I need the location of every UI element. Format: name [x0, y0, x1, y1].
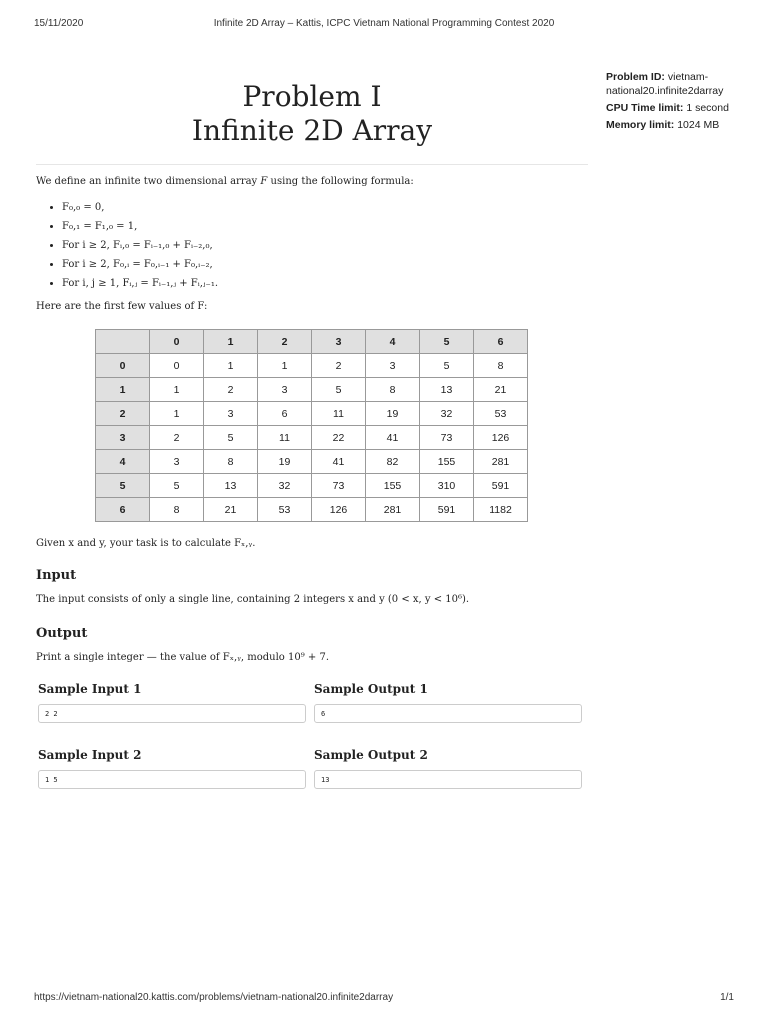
table-cell: 41 — [312, 450, 366, 474]
table-cell: 591 — [420, 498, 474, 522]
table-cell: 53 — [258, 498, 312, 522]
column-header: 2 — [258, 330, 312, 354]
formula-list — [36, 198, 218, 293]
table-cell: 281 — [474, 450, 528, 474]
sample-input-1-label: Sample Input 1 — [38, 682, 142, 696]
title-divider — [36, 164, 588, 165]
print-title: Infinite 2D Array – Kattis, ICPC Vietnam National Programming Contest 2020 — [213, 18, 555, 29]
memory-limit — [606, 118, 746, 132]
column-header: 6 — [474, 330, 528, 354]
table-cell: 3 — [204, 402, 258, 426]
first-values-paragraph: Here are the first few values of F: — [36, 301, 208, 312]
table-cell: 8 — [150, 498, 204, 522]
input-paragraph: The input consists of only a single line, containing 2 integers x and y (0 < x, y < 10⁶). — [36, 594, 470, 605]
table-row — [96, 378, 528, 402]
sample-input-1-box[interactable]: 2 2 — [38, 704, 306, 723]
table-cell: 32 — [258, 474, 312, 498]
table-row — [96, 402, 528, 426]
table-cell: 82 — [366, 450, 420, 474]
table-cell: 591 — [474, 474, 528, 498]
column-header: 1 — [204, 330, 258, 354]
table-cell: 281 — [366, 498, 420, 522]
intro-text-after: using the following formula: — [270, 176, 414, 187]
formula-item: • F₀,₁ = F₁,₀ = 1, — [62, 217, 218, 236]
table-cell: 5 — [204, 426, 258, 450]
table-cell: 19 — [366, 402, 420, 426]
memory-value: 1024 MB — [677, 119, 720, 131]
print-url[interactable]: https://vietnam-national20.kattis.com/problems/vietnam-national20.infinite2darray — [34, 992, 394, 1003]
table-cell: 155 — [366, 474, 420, 498]
table-cell: 5 — [312, 378, 366, 402]
table-cell: 2 — [204, 378, 258, 402]
problem-id-value: vietnam-national20.infinite2darray — [606, 71, 724, 97]
table-row — [96, 354, 528, 378]
row-header: 0 — [96, 354, 150, 378]
sample-output-1-box[interactable]: 6 — [314, 704, 582, 723]
problem-id-label: Problem ID: — [606, 71, 665, 83]
table-cell: 13 — [204, 474, 258, 498]
problem-sidebar — [606, 70, 746, 135]
table-cell: 32 — [420, 402, 474, 426]
table-cell: 6 — [258, 402, 312, 426]
table-cell: 5 — [420, 354, 474, 378]
table-cell: 19 — [258, 450, 312, 474]
column-header: 0 — [150, 330, 204, 354]
problem-id — [606, 70, 746, 98]
cpu-time-limit — [606, 101, 746, 115]
table-cell: 11 — [312, 402, 366, 426]
row-header: 6 — [96, 498, 150, 522]
sample-input-2-label: Sample Input 2 — [38, 748, 142, 762]
input-heading: Input — [36, 568, 77, 583]
sample-output-2-box[interactable]: 13 — [314, 770, 582, 789]
table-row — [96, 474, 528, 498]
table-cell: 22 — [312, 426, 366, 450]
table-cell: 5 — [150, 474, 204, 498]
table-cell: 126 — [474, 426, 528, 450]
column-header: 4 — [366, 330, 420, 354]
table-cell: 155 — [420, 450, 474, 474]
sample-output-1-label: Sample Output 1 — [314, 682, 428, 696]
table-cell: 1 — [150, 402, 204, 426]
page-number: 1/1 — [720, 992, 734, 1003]
table-corner-header — [96, 330, 150, 354]
print-date: 15/11/2020 — [34, 18, 84, 29]
intro-paragraph — [36, 176, 414, 187]
table-header-row — [96, 330, 528, 354]
table-cell: 41 — [366, 426, 420, 450]
table-row — [96, 450, 528, 474]
table-cell: 2 — [312, 354, 366, 378]
table-cell: 0 — [150, 354, 204, 378]
output-paragraph: Print a single integer — the value of Fₓ,ᵧ, modulo 10⁹ + 7. — [36, 652, 330, 663]
table-cell: 1 — [258, 354, 312, 378]
table-cell: 8 — [366, 378, 420, 402]
row-header: 3 — [96, 426, 150, 450]
values-table — [95, 329, 528, 522]
output-heading: Output — [36, 626, 88, 641]
formula-item: • F₀,₀ = 0, — [62, 198, 218, 217]
intro-text-before: We define an infinite two dimensional array — [36, 176, 258, 187]
table-cell: 53 — [474, 402, 528, 426]
table-cell: 1 — [204, 354, 258, 378]
sample-input-2-box[interactable]: 1 5 — [38, 770, 306, 789]
table-cell: 3 — [366, 354, 420, 378]
table-cell: 8 — [474, 354, 528, 378]
table-cell: 21 — [204, 498, 258, 522]
problem-title — [36, 80, 588, 148]
memory-label: Memory limit: — [606, 119, 675, 131]
table-cell: 8 — [204, 450, 258, 474]
task-paragraph: Given x and y, your task is to calculate Fₓ,ᵧ. — [36, 538, 256, 549]
table-cell: 73 — [312, 474, 366, 498]
table-cell: 3 — [150, 450, 204, 474]
sample-output-2-label: Sample Output 2 — [314, 748, 428, 762]
row-header: 2 — [96, 402, 150, 426]
formula-item: • For i ≥ 2, Fᵢ,₀ = Fᵢ₋₁,₀ + Fᵢ₋₂,₀, — [62, 236, 218, 255]
cpu-time-label: CPU Time limit: — [606, 102, 684, 114]
table-cell: 310 — [420, 474, 474, 498]
table-cell: 11 — [258, 426, 312, 450]
table-cell: 13 — [420, 378, 474, 402]
cpu-time-value: 1 second — [686, 102, 729, 114]
formula-item: • For i ≥ 2, F₀,ᵢ = F₀,ᵢ₋₁ + F₀,ᵢ₋₂, — [62, 255, 218, 274]
table-row — [96, 426, 528, 450]
formula-item: • For i, j ≥ 1, Fᵢ,ⱼ = Fᵢ₋₁,ⱼ + Fᵢ,ⱼ₋₁. — [62, 274, 218, 293]
table-cell: 3 — [258, 378, 312, 402]
column-header: 5 — [420, 330, 474, 354]
table-cell: 73 — [420, 426, 474, 450]
intro-variable: F — [260, 176, 268, 187]
column-header: 3 — [312, 330, 366, 354]
table-row — [96, 498, 528, 522]
table-cell: 1 — [150, 378, 204, 402]
row-header: 4 — [96, 450, 150, 474]
table-cell: 21 — [474, 378, 528, 402]
row-header: 1 — [96, 378, 150, 402]
table-cell: 1182 — [474, 498, 528, 522]
table-cell: 2 — [150, 426, 204, 450]
table-cell: 126 — [312, 498, 366, 522]
problem-name: Infinite 2D Array — [191, 114, 433, 147]
row-header: 5 — [96, 474, 150, 498]
problem-label: Problem I — [242, 80, 382, 113]
